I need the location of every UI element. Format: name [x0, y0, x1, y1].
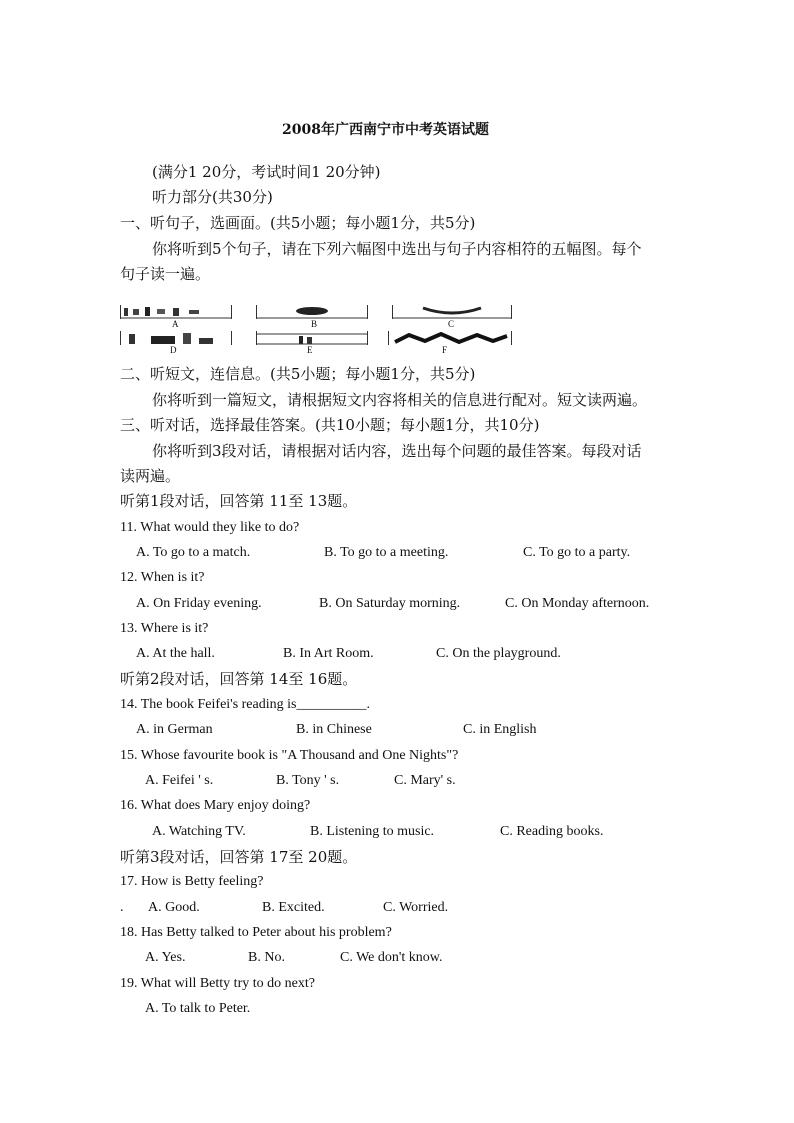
- section3-instruction: 你将听到3段对话，请根据对话内容，选出每个问题的最佳答案。每段对话: [152, 442, 642, 460]
- q13-option-b: B. In Art Room.: [283, 646, 374, 661]
- q12-option-a: A. On Friday evening.: [136, 596, 262, 611]
- question-16: 16. What does Mary enjoy doing?: [120, 798, 311, 813]
- q17-option-c: C. Worried.: [383, 900, 449, 915]
- dialogue2-note: 听第2段对话，回答第 14至 16题。: [120, 670, 358, 688]
- q18-option-a: A. Yes.: [145, 950, 186, 965]
- q13-option-c: C. On the playground.: [436, 646, 561, 661]
- picture-c-image: [393, 306, 511, 320]
- q16-option-a: A. Watching TV.: [152, 824, 246, 839]
- picture-d-label: D: [170, 345, 177, 355]
- picture-f: [388, 331, 512, 345]
- question-14: 14. The book Feifei's reading is__________.: [120, 697, 370, 712]
- section2-heading: 二、听短文，连信息。(共5小题；每小题1分，共5分): [120, 365, 476, 383]
- picture-d: [120, 331, 232, 345]
- section1-heading: 一、听句子，选画面。(共5小题；每小题1分，共5分): [120, 214, 476, 232]
- question-11: 11. What would they like to do?: [120, 520, 300, 535]
- picture-b-image: [257, 306, 367, 320]
- picture-e-label: E: [307, 345, 313, 355]
- picture-d-image: [121, 332, 231, 346]
- q19-option-a: A. To talk to Peter.: [145, 1001, 251, 1016]
- q17-stray-mark: .: [120, 900, 124, 915]
- section3-heading: 三、听对话，选择最佳答案。(共10小题；每小题1分，共10分): [120, 416, 540, 434]
- q12-option-c: C. On Monday afternoon.: [505, 596, 650, 611]
- picture-e: [256, 331, 368, 345]
- section1-instruction: 你将听到5个句子，请在下列六幅图中选出与句子内容相符的五幅图。每个: [152, 240, 642, 258]
- q11-option-a: A. To go to a match.: [136, 545, 251, 560]
- dialogue1-note: 听第1段对话，回答第 11至 13题。: [120, 492, 358, 510]
- section2-instruction: 你将听到一篇短文，请根据短文内容将相关的信息进行配对。短文读两遍。: [152, 391, 648, 409]
- q17-option-b: B. Excited.: [262, 900, 325, 915]
- q14-option-c: C. in English: [463, 722, 537, 737]
- q14-option-b: B. in Chinese: [296, 722, 372, 737]
- listening-part-heading: 听力部分(共30分): [152, 188, 273, 206]
- question-15: 15. Whose favourite book is "A Thousand and One Nights"?: [120, 748, 459, 763]
- picture-e-image: [257, 332, 367, 346]
- picture-c-label: C: [448, 319, 455, 329]
- q14-option-a: A. in German: [136, 722, 213, 737]
- question-18: 18. Has Betty talked to Peter about his problem?: [120, 925, 392, 940]
- question-12: 12. When is it?: [120, 570, 205, 585]
- question-19: 19. What will Betty try to do next?: [120, 976, 315, 991]
- page-title: 2008年广西南宁市中考英语试题: [282, 122, 489, 138]
- q13-option-a: A. At the hall.: [136, 646, 215, 661]
- exam-info: (满分1 20分，考试时间1 20分钟): [152, 163, 381, 181]
- picture-a: [120, 305, 232, 319]
- picture-f-label: F: [442, 345, 448, 355]
- question-13: 13. Where is it?: [120, 621, 209, 636]
- dialogue3-note: 听第3段对话，回答第 17至 20题。: [120, 848, 358, 866]
- picture-b-label: B: [311, 319, 318, 329]
- q15-option-a: A. Feifei ' s.: [145, 773, 214, 788]
- q11-option-c: C. To go to a party.: [523, 545, 631, 560]
- picture-f-image: [389, 332, 511, 346]
- q15-option-b: B. Tony ' s.: [276, 773, 340, 788]
- q15-option-c: C. Mary' s.: [394, 773, 456, 788]
- picture-a-image: [121, 306, 231, 320]
- q18-option-c: C. We don't know.: [340, 950, 443, 965]
- q16-option-c: C. Reading books.: [500, 824, 604, 839]
- question-17: 17. How is Betty feeling?: [120, 874, 264, 889]
- section3-instruction-cont: 读两遍。: [120, 467, 181, 485]
- q12-option-b: B. On Saturday morning.: [319, 596, 461, 611]
- q18-option-b: B. No.: [248, 950, 285, 965]
- q11-option-b: B. To go to a meeting.: [324, 545, 449, 560]
- q16-option-b: B. Listening to music.: [310, 824, 435, 839]
- picture-c: [392, 305, 512, 319]
- picture-a-label: A: [172, 319, 179, 329]
- section1-instruction-cont: 句子读一遍。: [120, 265, 211, 283]
- picture-b: [256, 305, 368, 319]
- q17-option-a: A. Good.: [148, 900, 200, 915]
